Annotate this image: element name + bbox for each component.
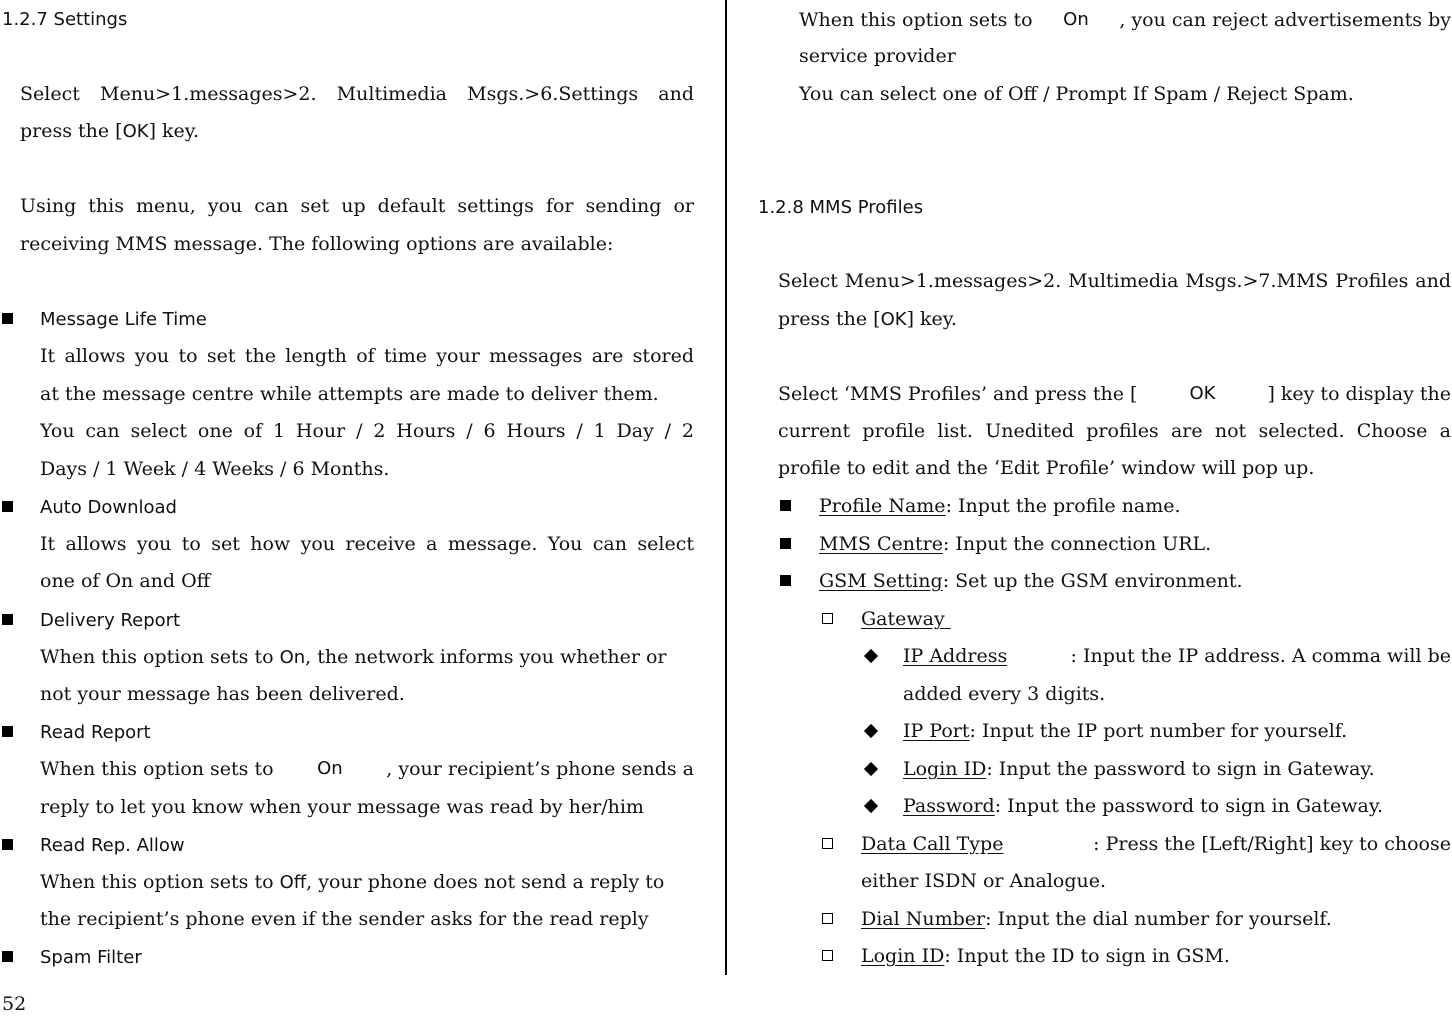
password-item: Password: Input the password to sign in Gateway.: [903, 795, 1384, 817]
ip-address-item-cont: added every 3 digits.: [903, 683, 1106, 705]
option-text: at the message centre while attempts are made to deliver them.: [40, 383, 659, 405]
profiles-desc-line1: Select ‘MMS Profiles’ and press the [ OK ] key to display the: [778, 383, 1451, 405]
option-title-delivery-report: Delivery Report: [40, 610, 181, 631]
option-title-auto-download: Auto Download: [40, 497, 177, 518]
data-call-type-item: Data Call Type : Press the [Left/Right] key to choose: [861, 833, 1451, 855]
option-text: Days / 1 Week / 4 Weeks / 6 Months.: [40, 458, 390, 480]
section-heading-settings: 1.2.7 Settings: [2, 9, 128, 30]
option-text: the recipient’s phone even if the sender asks for the read reply: [40, 908, 649, 930]
hollow-square-bullet-icon: [822, 613, 833, 624]
spam-filter-text: You can select one of Off / Prompt If Spam / Reject Spam.: [799, 83, 1354, 105]
column-divider: [725, 0, 727, 975]
option-text: It allows you to set the length of time your messages are stored: [40, 345, 694, 367]
option-title-read-report: Read Report: [40, 722, 151, 743]
hollow-square-bullet-icon: [822, 913, 833, 924]
mms-centre-item: MMS Centre: Input the connection URL.: [819, 533, 1212, 555]
option-title-spam-filter: Spam Filter: [40, 947, 142, 968]
data-call-type-item-cont: either ISDN or Analogue.: [861, 870, 1107, 892]
settings-intro-line1: Select Menu>1.messages>2. Multimedia Msgs.>6.Settings and: [20, 83, 694, 105]
square-bullet-icon: [2, 839, 13, 850]
square-bullet-icon: [2, 313, 13, 324]
page-number: 52: [2, 993, 27, 1015]
square-bullet-icon: [780, 500, 791, 511]
option-text: not your message has been delivered.: [40, 683, 405, 705]
ok-key-label: OK: [122, 121, 149, 142]
option-text: When this option sets to On , your recipient’s phone sends a: [40, 758, 694, 780]
gateway-login-id-item: Login ID: Input the password to sign in Gateway.: [903, 758, 1375, 780]
dial-number-item: Dial Number: Input the dial number for yourself.: [861, 908, 1332, 930]
ok-key-label: OK: [880, 309, 907, 330]
square-bullet-icon: [2, 614, 13, 625]
profiles-intro-line2: press the [OK] key.: [778, 308, 958, 330]
settings-desc-line1: Using this menu, you can set up default settings for sending or: [20, 195, 694, 217]
gsm-login-id-item: Login ID: Input the ID to sign in GSM.: [861, 945, 1230, 967]
profiles-intro-line1: Select Menu>1.messages>2. Multimedia Msgs.>7.MMS Profiles and: [778, 270, 1451, 292]
diamond-bullet-icon: [864, 762, 878, 776]
option-text: When this option sets to Off, your phone does not send a reply to: [40, 871, 665, 893]
settings-intro-line2: press the [OK] key.: [20, 120, 200, 142]
option-title-read-rep-allow: Read Rep. Allow: [40, 835, 185, 856]
option-text: You can select one of 1 Hour / 2 Hours / 6 Hours / 1 Day / 2: [40, 420, 694, 442]
gsm-setting-item: GSM Setting: Set up the GSM environment.: [819, 570, 1243, 592]
diamond-bullet-icon: [864, 649, 878, 663]
gateway-item: Gateway: [861, 608, 945, 630]
option-text: It allows you to set how you receive a message. You can select: [40, 533, 694, 555]
ip-address-item: IP Address : Input the IP address. A comma will be: [903, 645, 1451, 667]
profiles-desc-line3: profile to edit and the ‘Edit Profile’ window will pop up.: [778, 457, 1315, 479]
diamond-bullet-icon: [864, 724, 878, 738]
option-text: reply to let you know when your message was read by her/him: [40, 796, 644, 818]
profile-name-item: Profile Name: Input the profile name.: [819, 495, 1181, 517]
hollow-square-bullet-icon: [822, 838, 833, 849]
diamond-bullet-icon: [864, 799, 878, 813]
profiles-desc-line2: current profile list. Unedited profiles are not selected. Choose a: [778, 420, 1451, 442]
section-heading-mms-profiles: 1.2.8 MMS Profiles: [758, 197, 924, 218]
square-bullet-icon: [780, 575, 791, 586]
spam-filter-text: When this option sets to On , you can reject advertisements by: [799, 9, 1451, 31]
square-bullet-icon: [780, 538, 791, 549]
option-text: When this option sets to On, the network informs you whether or: [40, 646, 667, 668]
settings-desc-line2: receiving MMS message. The following options are available:: [20, 233, 614, 255]
hollow-square-bullet-icon: [822, 950, 833, 961]
square-bullet-icon: [2, 951, 13, 962]
option-title-message-life-time: Message Life Time: [40, 309, 207, 330]
ip-port-item: IP Port: Input the IP port number for yourself.: [903, 720, 1348, 742]
square-bullet-icon: [2, 501, 13, 512]
square-bullet-icon: [2, 726, 13, 737]
spam-filter-text: service provider: [799, 45, 956, 67]
option-text: one of On and Off: [40, 570, 211, 592]
